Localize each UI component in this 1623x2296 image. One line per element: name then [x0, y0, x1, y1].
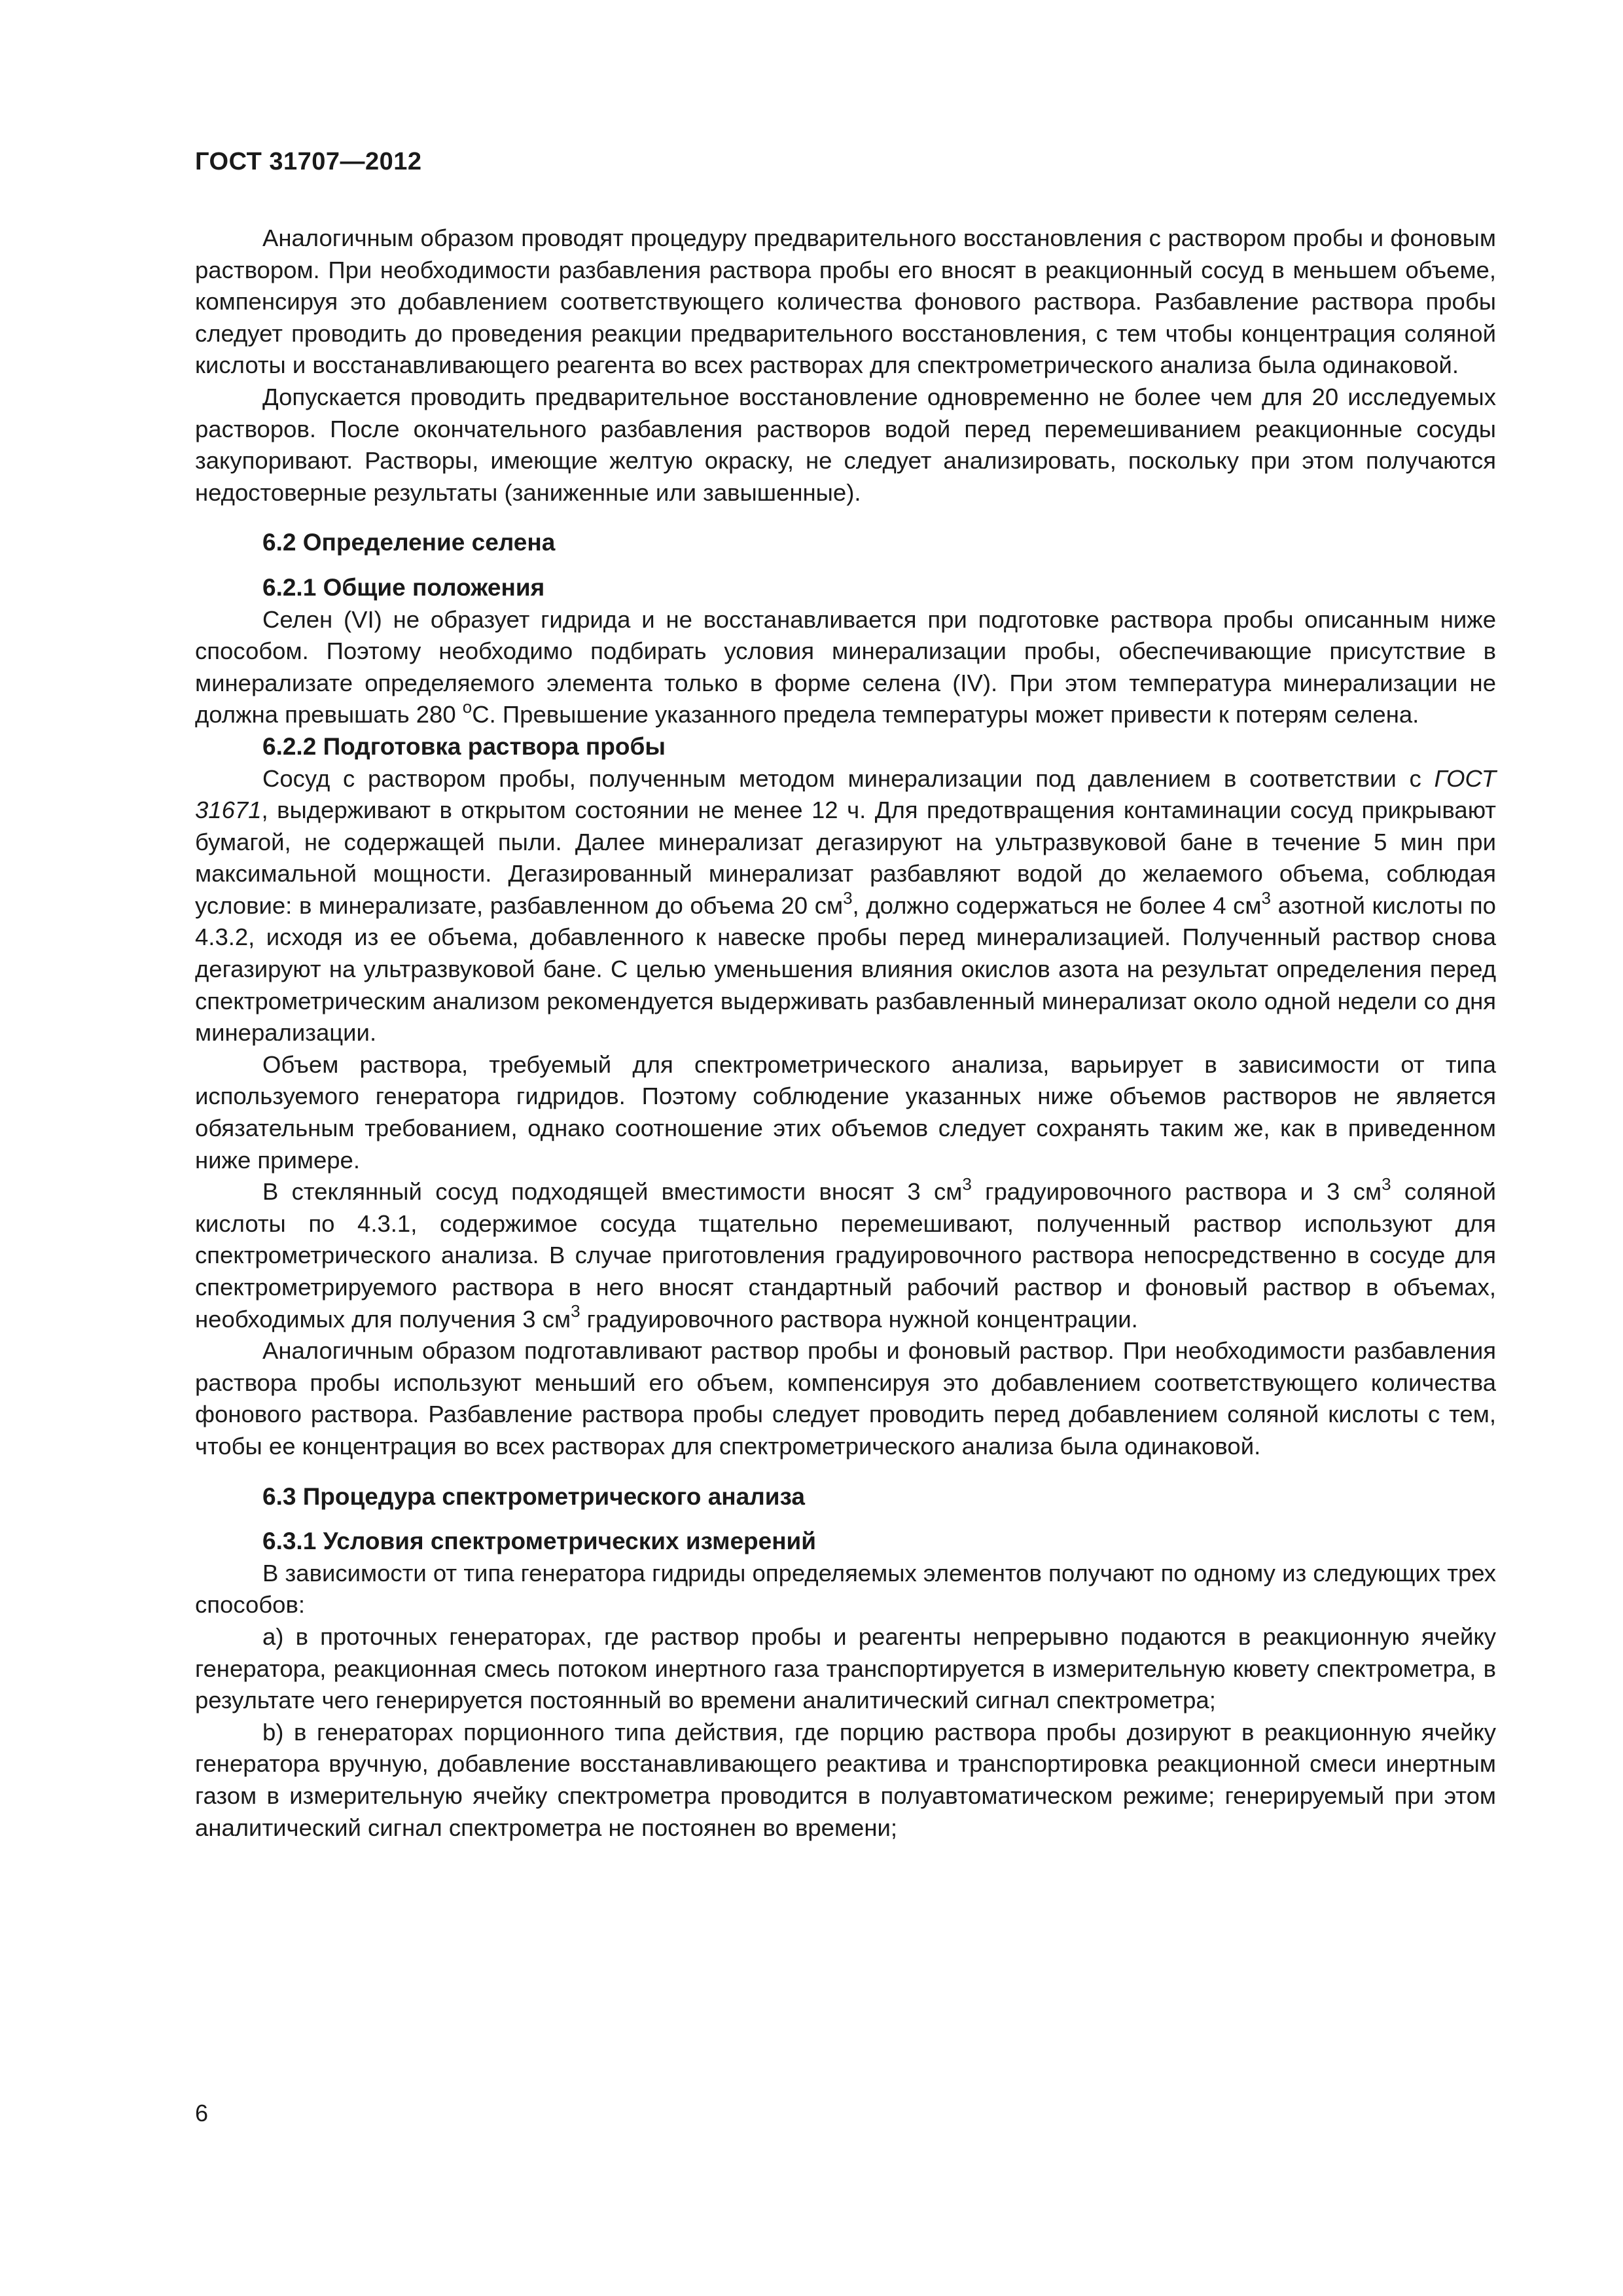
- paragraph: Селен (VI) не образует гидрида и не восстанавливается при подготовке раствора пробы описанным ниже способом. Поэтому необходимо подбирать условия минерализации пробы, обеспечивающие присутствие в минерализате определяемого элемента только в форме селена (IV). При этом температура минерализации не должна превышать 280 $^о$С. Превышение указанного предела температуры может привести к потерям селена.: [195, 605, 1496, 728]
- paragraph: Объем раствора, требуемый для спектрометрического анализа, варьирует в зависимости от типа используемого генератора гидридов. Поэтому соблюдение указанных ниже объемов растворов не является обязательным требованием, однако соотношение этих объемов следует сохранять таким же, как в приведенном ниже примере.: [195, 1050, 1496, 1174]
- paragraph: В стеклянный сосуд подходящей вместимости вносят 3 $см^3$ градуировочного раствора и 3 $см^3$ соляной кислоты по 4.3.1, содержимое сосуда тщательно перемешивают, полученный раствор используют для спектрометрического анализа. В случае приготовления градуировочного раствора непосредственно в сосуде для спектрометрируемого раствора в него вносят стандартный рабочий раствор и фоновый раствор в объемах, необходимых для получения 3 $см^3$ градуировочного раствора нужной концентрации.: [195, 1174, 1496, 1333]
- paragraph: Сосуд с раствором пробы, полученным методом минерализации под давлением в соответствии с ГОСТ 31671, выдерживают в открытом состоянии не менее 12 ч. Для предотвращения контаминации сосуд прикрывают бумагой, не содержащей пыли. Далее минерализат дегазируют на ультразвуковой бане в течение 5 мин при максимальной мощности. Дегазированный минерализат разбавляют водой до желаемого объема, соблюдая условие: в минерализате, разбавленном до объема 20 $см^3$, должно содержаться не более 4 $см^3$ азотной кислоты по 4.3.2, исходя из ее объема, добавленного к навеске пробы перед минерализацией. Полученный раствор снова дегазируют на ультразвуковой бане. С целью уменьшения влияния окислов азота на результат определения перед спектрометрическим анализом рекомендуется выдерживать разбавленный минерализат около одной недели со дня минерализации.: [195, 764, 1496, 1047]
- list-item: b) в генераторах порционного типа действия, где порцию раствора пробы дозируют в реакционную ячейку генератора вручную, добавление восстанавливающего реактива и транспортировка реакционной смеси инертным газом в измерительную ячейку спектрометра проводится в полуавтоматическом режиме; генерируемый при этом аналитический сигнал спектрометра не постоянен во времени;: [195, 1718, 1496, 1841]
- section-heading-6-2: 6.2 Определение селена: [262, 529, 556, 556]
- subsection-heading-6-3-1: 6.3.1 Условия спектрометрических измерений: [262, 1528, 817, 1555]
- list-item: a) в проточных генераторах, где раствор пробы и реагенты непрерывно подаются в реакционную ячейку генератора, реакционная смесь потоком инертного газа транспортируется в измерительную кювету спектрометра, в результате чего генерируется постоянный во времени аналитический сигнал спектрометра;: [195, 1623, 1496, 1714]
- paragraph: Аналогичным образом подготавливают раствор пробы и фоновый раствор. При необходимости разбавления раствора пробы используют меньший его объем, компенсируя это добавлением соответствующего количества фонового раствора. Разбавление раствора пробы следует проводить перед добавлением соляной кислоты с тем, чтобы ее концентрация во всех растворах для спектрометрического анализа была одинаковой.: [195, 1337, 1496, 1460]
- document-body: [195, 223, 1496, 1844]
- paragraph: Допускается проводить предварительное восстановление одновременно не более чем для 20 исследуемых растворов. После окончательного разбавления растворов водой перед перемешиванием реакционные сосуды закупоривают. Растворы, имеющие желтую окраску, не следует анализировать, поскольку при этом получаются недостоверные результаты (заниженные или завышенные).: [195, 383, 1496, 506]
- paragraph: Аналогичным образом проводят процедуру предварительного восстановления с раствором пробы и фоновым раствором. При необходимости разбавления раствора пробы его вносят в реакционный сосуд в меньшем объеме, компенсируя это добавлением соответствующего количества фонового раствора. Разбавление раствора пробы следует проводить до проведения реакции предварительного восстановления, с тем чтобы концентрация соляной кислоты и восстанавливающего реагента во всех растворах для спектрометрического анализа была одинаковой.: [195, 224, 1496, 379]
- section-heading-6-3: 6.3 Процедура спектрометрического анализа: [262, 1482, 805, 1510]
- paragraph: В зависимости от типа генератора гидриды определяемых элементов получают по одному из следующих трех способов:: [195, 1559, 1496, 1619]
- page-number: 6: [195, 2100, 209, 2126]
- subsection-heading-6-2-1: 6.2.1 Общие положения: [262, 573, 545, 601]
- standard-header: ГОСТ 31707—2012: [195, 148, 422, 175]
- standard-reference: ГОСТ 31671: [195, 764, 1496, 824]
- subsection-heading-6-2-2: 6.2.2 Подготовка раствора пробы: [262, 732, 666, 760]
